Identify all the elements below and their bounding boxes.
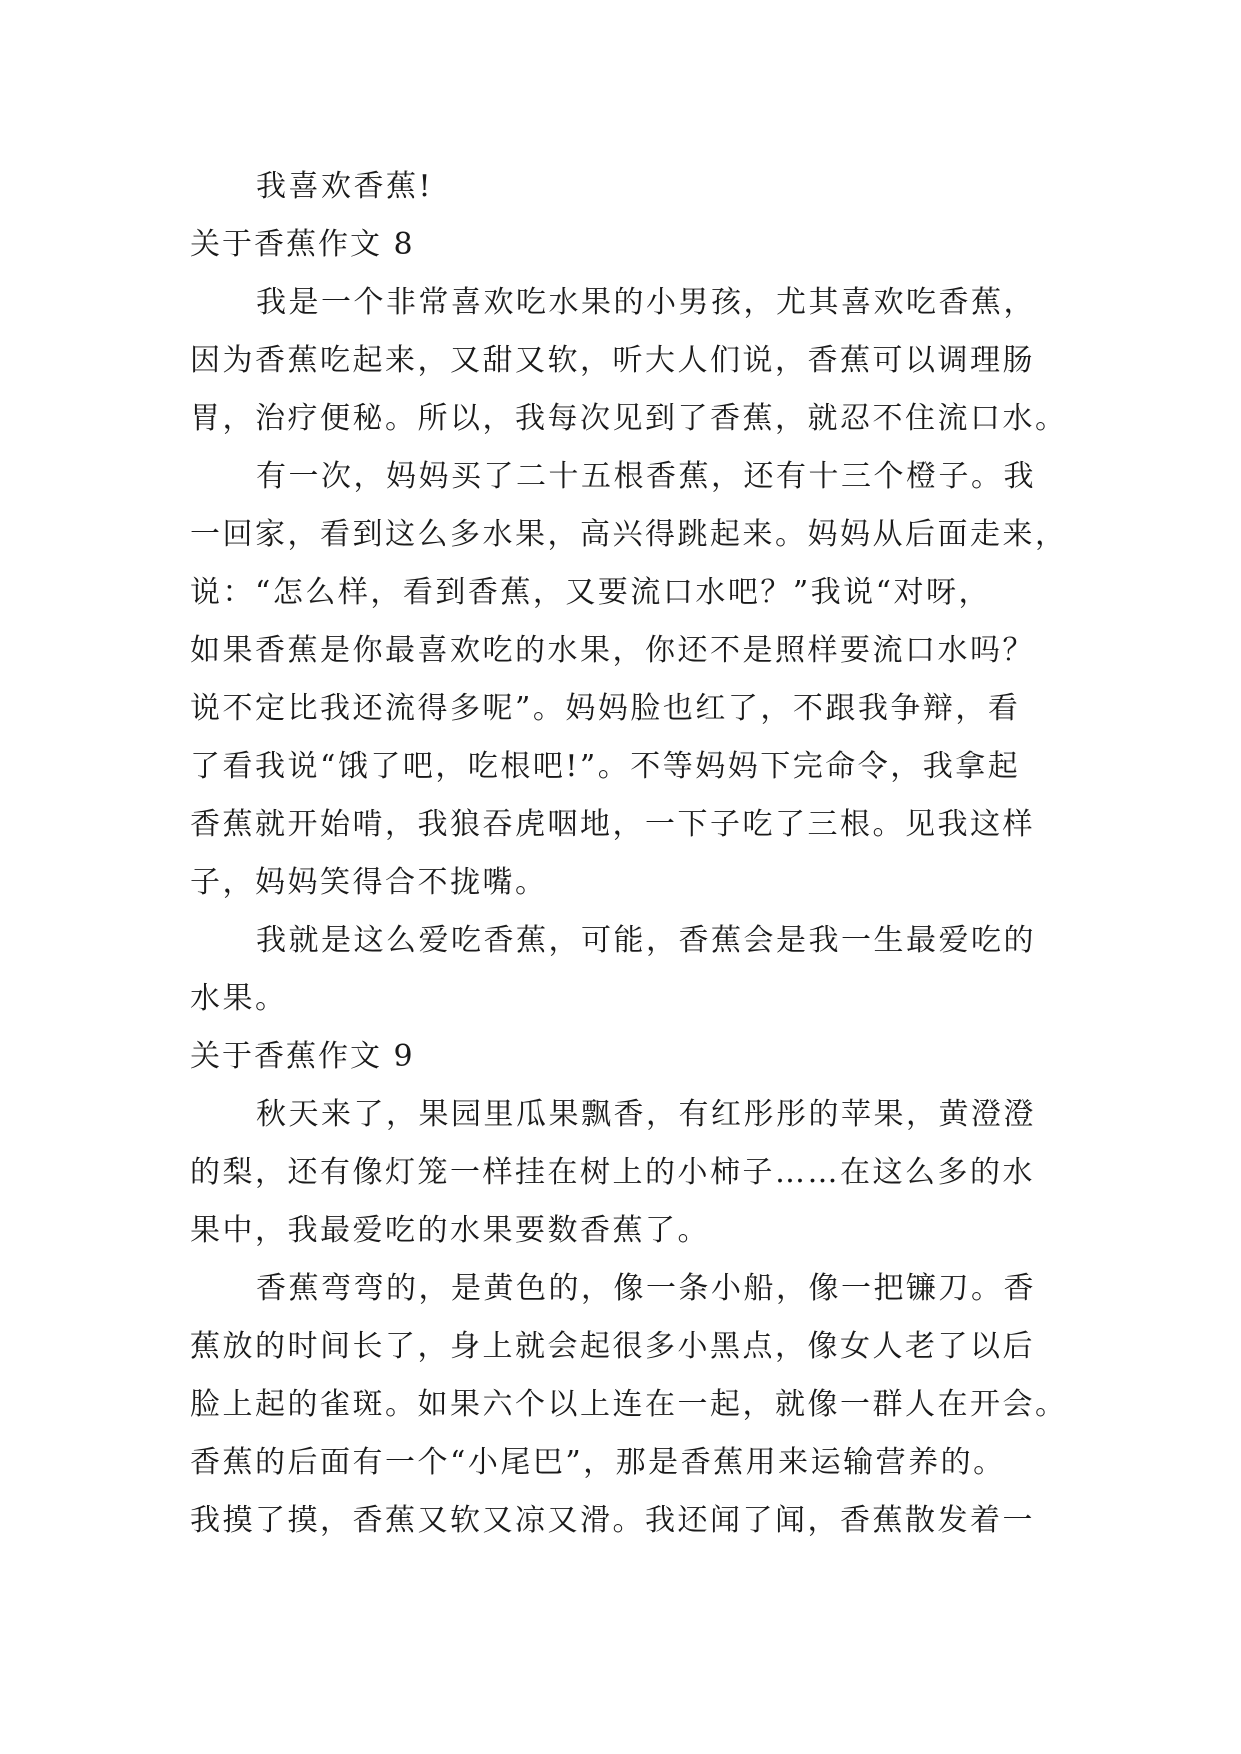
paragraph-line: 说：“怎么样，看到香蕉，又要流口水吧？”我说“对呀， — [190, 575, 992, 610]
paragraph-line: 一回家，看到这么多水果，高兴得跳起来。妈妈从后面走来， — [190, 517, 1068, 552]
paragraph-line: 水果。 — [190, 981, 288, 1016]
paragraph-line: 我摸了摸，香蕉又软又凉又滑。我还闻了闻，香蕉散发着一 — [190, 1503, 1035, 1538]
paragraph-line: 我喜欢香蕉! — [256, 169, 434, 204]
paragraph-line: 香蕉的后面有一个“小尾巴”，那是香蕉用来运输营养的。 — [190, 1445, 1006, 1480]
paragraph-line: 有一次，妈妈买了二十五根香蕉，还有十三个橙子。我 — [256, 459, 1036, 494]
paragraph-line: 脸上起的雀斑。如果六个以上连在一起，就像一群人在开会。 — [190, 1387, 1068, 1422]
paragraph-line: 果中，我最爱吃的水果要数香蕉了。 — [190, 1213, 710, 1248]
paragraph-line: 香蕉就开始啃，我狼吞虎咽地，一下子吃了三根。见我这样 — [190, 807, 1035, 842]
paragraph-line: 如果香蕉是你最喜欢吃的水果，你还不是照样要流口水吗？ — [190, 633, 1035, 668]
paragraph-line: 说不定比我还流得多呢”。妈妈脸也红了，不跟我争辩，看 — [190, 691, 1021, 726]
paragraph-line: 胃，治疗便秘。所以，我每次见到了香蕉，就忍不住流口水。 — [190, 401, 1068, 436]
paragraph-line: 我就是这么爱吃香蕉，可能，香蕉会是我一生最爱吃的 — [256, 923, 1036, 958]
paragraph-line: 因为香蕉吃起来，又甜又软，听大人们说，香蕉可以调理肠 — [190, 343, 1035, 378]
paragraph-line: 了看我说“饿了吧，吃根吧!”。不等妈妈下完命令，我拿起 — [190, 749, 1021, 784]
section-heading: 关于香蕉作文 8 — [190, 227, 415, 262]
paragraph-line: 子，妈妈笑得合不拢嘴。 — [190, 865, 548, 900]
paragraph-line: 秋天来了，果园里瓜果飘香，有红彤彤的苹果，黄澄澄 — [256, 1097, 1036, 1132]
paragraph-line: 蕉放的时间长了，身上就会起很多小黑点，像女人老了以后 — [190, 1329, 1035, 1364]
paragraph-line: 我是一个非常喜欢吃水果的小男孩，尤其喜欢吃香蕉， — [256, 285, 1036, 320]
document-body — [190, 158, 1070, 1550]
section-heading: 关于香蕉作文 9 — [190, 1039, 415, 1074]
paragraph-line: 香蕉弯弯的，是黄色的，像一条小船，像一把镰刀。香 — [256, 1271, 1036, 1306]
paragraph-line: 的梨，还有像灯笼一样挂在树上的小柿子……在这么多的水 — [190, 1155, 1035, 1190]
